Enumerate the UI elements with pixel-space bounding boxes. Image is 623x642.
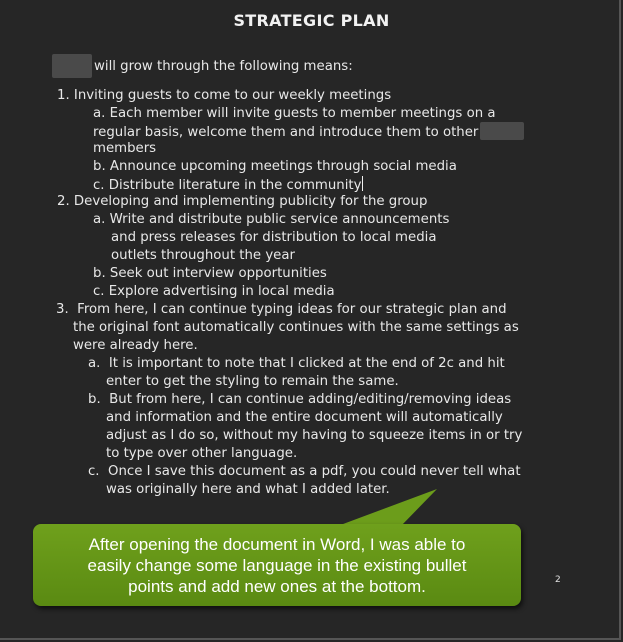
list-item-continuation: adjust as I do so, without my having to squeeze items in or try: [106, 428, 523, 443]
list-item-continuation: members: [93, 141, 157, 156]
intro-text: will grow through the following means:: [94, 58, 353, 74]
document-title: STRATEGIC PLAN: [233, 11, 390, 30]
list-item-continuation: and press releases for distribution to local media: [111, 230, 437, 245]
list-item-continuation: enter to get the styling to remain the same.: [106, 374, 399, 389]
list-item: b. But from here, I can continue adding/editing/removing ideas: [88, 392, 512, 407]
list-item: b. Seek out interview opportunities: [93, 266, 327, 281]
list-item: c. Once I save this document as a pdf, you could never tell what: [88, 464, 521, 479]
list-item-continuation: and information and the entire document will automatically: [106, 410, 503, 425]
list-item: a. Each member will invite guests to member meetings on a: [93, 106, 496, 121]
callout-line: easily change some language in the existing bullet: [87, 556, 467, 575]
list-item-continuation: regular basis, welcome them and introduce them to other: [93, 122, 524, 142]
list-item: 1. Inviting guests to come to our weekly meetings: [57, 88, 392, 103]
callout-line: After opening the document in Word, I was able to: [88, 535, 466, 554]
annotation-callout: [33, 524, 521, 606]
list-item-continuation: to type over other language.: [106, 446, 298, 461]
page-number: 2: [555, 575, 561, 585]
list-item-continuation: the original font automatically continues with the same settings as: [73, 320, 519, 335]
list-item: 2. Developing and implementing publicity for the group: [57, 194, 428, 209]
list-item: b. Announce upcoming meetings through social media: [93, 159, 457, 174]
list-item-continuation: was originally here and what I added later.: [106, 482, 390, 497]
list-item: 3. From here, I can continue typing ideas for our strategic plan and: [56, 302, 507, 317]
list-item: c. Distribute literature in the community: [93, 178, 362, 193]
list-item: c. Explore advertising in local media: [93, 284, 335, 299]
callout-line: points and add new ones at the bottom.: [128, 577, 426, 596]
list-item: a. It is important to note that I clicked at the end of 2c and hit: [88, 356, 505, 371]
list-item-continuation: outlets throughout the year: [111, 248, 295, 263]
list-item: a. Write and distribute public service announcements: [93, 212, 450, 227]
list-item-continuation: were already here.: [73, 338, 198, 353]
